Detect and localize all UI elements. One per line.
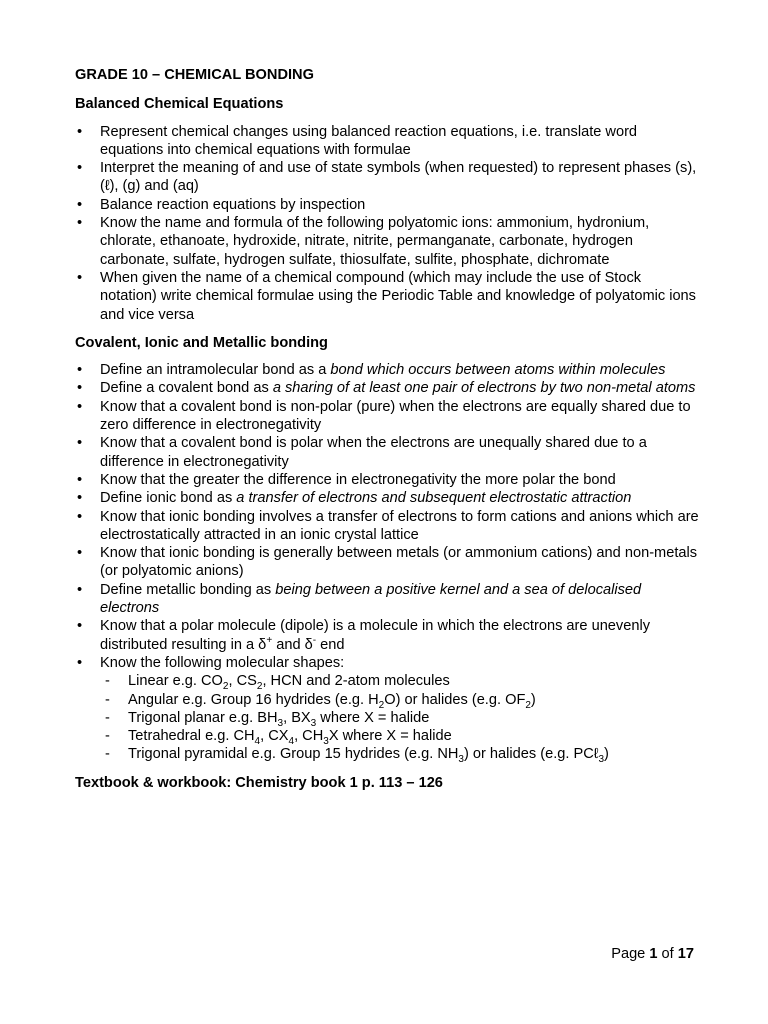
list-item: • Define metallic bonding as being between a positive kernel and a sea of delocalised electrons bbox=[75, 581, 700, 618]
document-page bbox=[75, 66, 700, 792]
list-item: • Define an intramolecular bond as a bond which occurs between atoms within molecules bbox=[75, 361, 700, 379]
shape-item: - Tetrahedral e.g. $CH_4$, $CX_4$, $CH_3X$ where X = halide bbox=[100, 727, 700, 745]
shape-item: - Linear e.g. $CO_2$, $CS_2$, HCN and 2-atom molecules bbox=[100, 672, 700, 690]
shape-item: - Angular e.g. Group 16 hydrides (e.g. $H_2O$) or halides (e.g. $OF_2$) bbox=[100, 691, 700, 709]
list-item: • Know that ionic bonding is generally between metals (or ammonium cations) and non-metals (or polyatomic anions) bbox=[75, 544, 700, 581]
section-heading-balanced-equations: Balanced Chemical Equations bbox=[75, 96, 284, 113]
section-heading-bonding: Covalent, Ionic and Metallic bonding bbox=[75, 334, 328, 351]
list-item: • Represent chemical changes using balanced reaction equations, i.e. translate word equations into chemical equations with formulae bbox=[75, 123, 700, 160]
list-item: • Know that the greater the difference in electronegativity the more polar the bond bbox=[75, 471, 700, 489]
list-item: • Balance reaction equations by inspection bbox=[75, 196, 700, 214]
list-item: • Know that a covalent bond is polar when the electrons are unequally shared due to a difference in electronegativity bbox=[75, 434, 700, 471]
document-title: GRADE 10 – CHEMICAL BONDING bbox=[75, 67, 314, 83]
list-item: • Know the following molecular shapes: - Linear e.g. $CO_2$, $CS_2$, HCN and 2-atom molecules - Angular e.g. Group 16 hydrides (e.g. $H_2O$) or halides (e.g. $OF_2$) - Trigonal planar e.g. $BH_3$, $BX_3$ where X = halide - Tetrahedral e.g. $CH_4$, $CX_4$, $CH_3X$ where X = halide - Trigonal pyramidal e.g. Group 15 hydrides (e.g. $NH_3$) or halides (e.g. PCℓ$_3$) bbox=[75, 654, 700, 764]
list-item: • Interpret the meaning of and use of state symbols (when requested) to represent phases (s), (ℓ), (g) and (aq) bbox=[75, 159, 700, 196]
list-item: • When given the name of a chemical compound (which may include the use of Stock notation) write chemical formulae using the Periodic Table and knowledge of polyatomic ions and vice versa bbox=[75, 269, 700, 324]
molecular-shapes-list bbox=[100, 672, 700, 766]
balanced-equations-list bbox=[75, 123, 700, 324]
list-item: • Define ionic bond as a transfer of electrons and subsequent electrostatic attraction bbox=[75, 489, 700, 507]
list-item: • Know the name and formula of the following polyatomic ions: ammonium, hydronium, chlorate, ethanoate, hydroxide, nitrate, nitrite, permanganate, carbonate, hydrogen carbonate, sulfate, hydrogen sulfate, thiosulfate, sulfite, phosphate, dichromate bbox=[75, 214, 700, 269]
shape-item: - Trigonal pyramidal e.g. Group 15 hydrides (e.g. $NH_3$) or halides (e.g. PCℓ$_3$) bbox=[100, 745, 700, 763]
list-item: • Define a covalent bond as a sharing of at least one pair of electrons by two non-metal atoms bbox=[75, 379, 700, 397]
page-number: Page 1 of 17 bbox=[611, 946, 694, 962]
list-item: • Know that a polar molecule (dipole) is a molecule in which the electrons are unevenly distributed resulting in a δ+ and δ- end bbox=[75, 617, 700, 654]
shape-item: - Trigonal planar e.g. $BH_3$, $BX_3$ where X = halide bbox=[100, 709, 700, 727]
bonding-list bbox=[75, 361, 700, 764]
list-item: • Know that ionic bonding involves a transfer of electrons to form cations and anions which are electrostatically attracted in an ionic crystal lattice bbox=[75, 508, 700, 545]
list-item: • Know that a covalent bond is non-polar (pure) when the electrons are equally shared due to zero difference in electronegativity bbox=[75, 398, 700, 435]
textbook-reference: Textbook & workbook: Chemistry book 1 p. 113 – 126 bbox=[75, 774, 443, 791]
